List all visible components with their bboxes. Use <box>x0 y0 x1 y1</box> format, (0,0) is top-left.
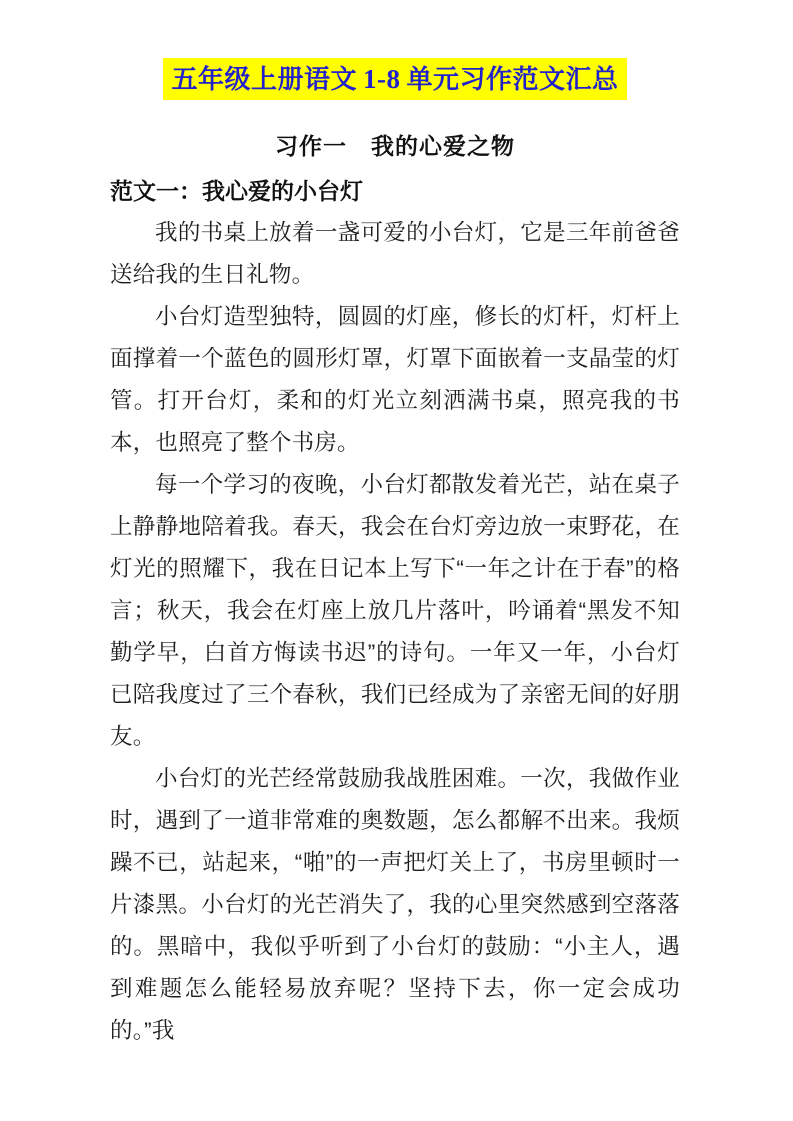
essay-paragraph-2: 小台灯造型独特，圆圆的灯座，修长的灯杆，灯杆上面撑着一个蓝色的圆形灯罩，灯罩下面嵌着一支晶莹的灯管。打开台灯，柔和的灯光立刻洒满书桌，照亮我的书本，也照亮了整个书房。 <box>110 304 680 455</box>
essay-paragraph-1: 我的书桌上放着一盏可爱的小台灯，它是三年前爸爸送给我的生日礼物。 <box>110 220 680 287</box>
document-title <box>163 58 626 100</box>
essay-title: 范文一：我心爱的小台灯 <box>110 178 363 204</box>
essay-paragraph-4: 小台灯的光芒经常鼓励我战胜困难。一次，我做作业时，遇到了一道非常难的奥数题，怎么都解不出来。我烦躁不已，站起来，“啪”的一声把灯关上了，书房里顿时一片漆黑。小台灯的光芒消失了，我的心里突然感到空落落的。黑暗中，我似乎听到了小台灯的鼓励：“小主人，遇到难题怎么能轻易放弃呢？坚持下去，你一定会成功的。”我 <box>110 766 680 1043</box>
document-title-text-left: 五年级上册语文 <box>171 64 357 94</box>
essay-body <box>110 212 680 1052</box>
document-title-text-right: 单元习作范文汇总 <box>406 64 619 94</box>
section-heading: 习作一 我的心爱之物 <box>275 133 515 159</box>
document-title-unit-range: 1-8 <box>363 64 401 94</box>
essay-paragraph-3: 每一个学习的夜晚，小台灯都散发着光芒，站在桌子上静静地陪着我。春天，我会在台灯旁边放一束野花，在灯光的照耀下，我在日记本上写下“一年之计在于春”的格言；秋天，我会在灯座上放几片落叶，吟诵着“黑发不知勤学早，白首方悔读书迟”的诗句。一年又一年，小台灯已陪我度过了三个春秋，我们已经成为了亲密无间的好朋友。 <box>110 472 680 749</box>
document-title-row <box>110 0 680 100</box>
